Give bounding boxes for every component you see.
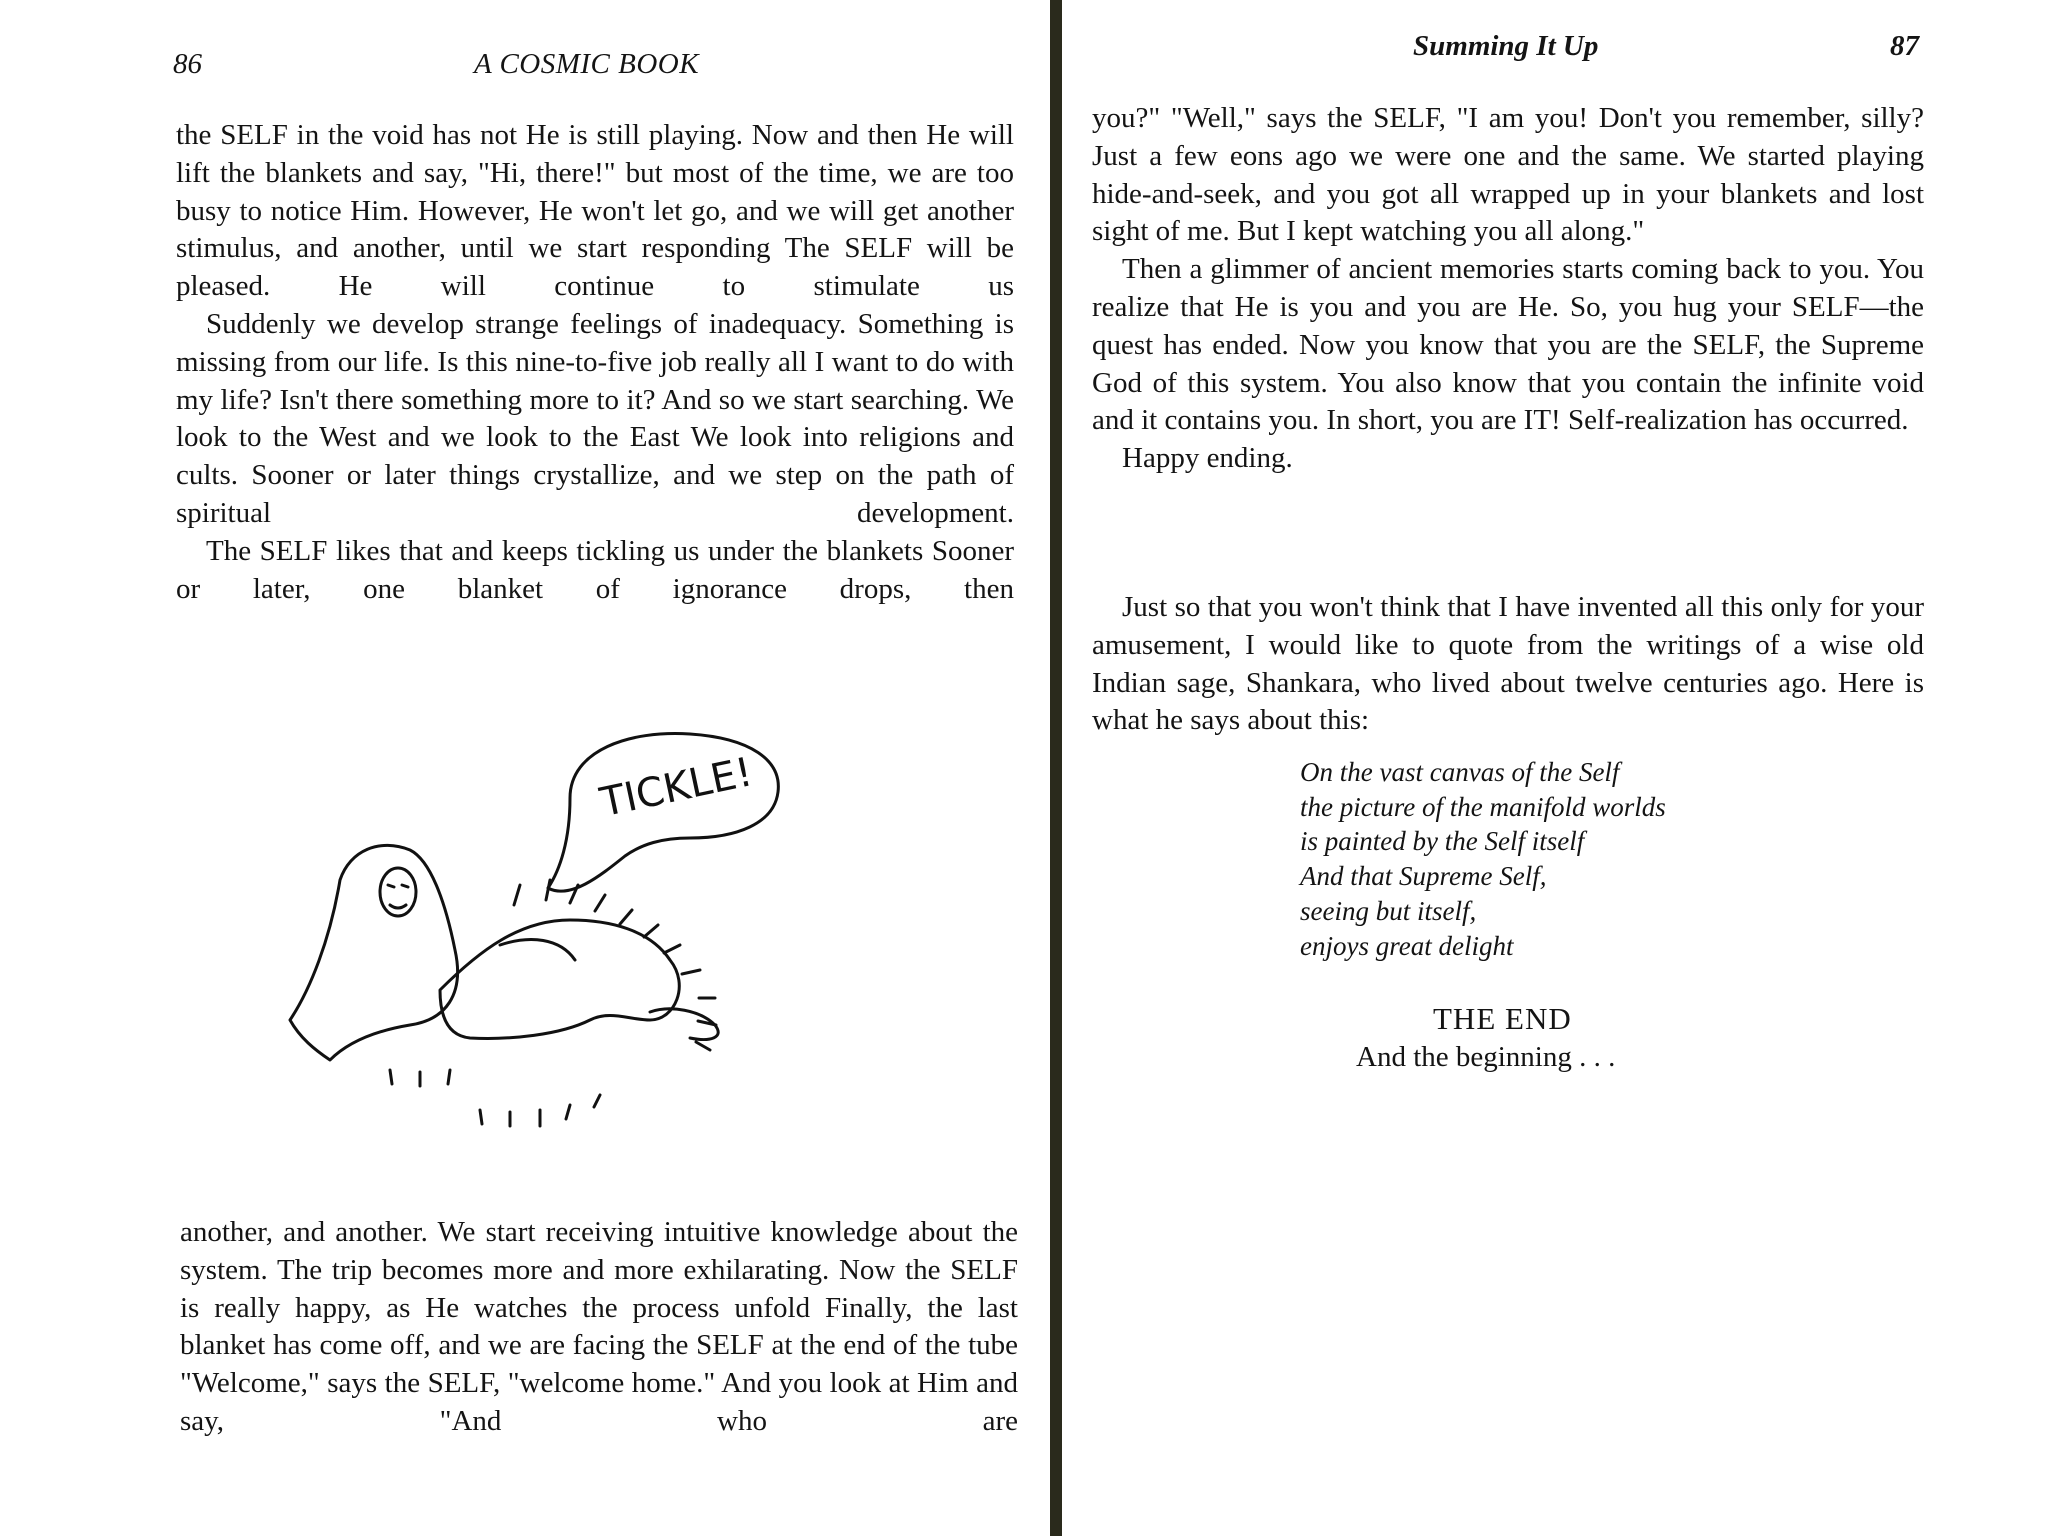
right-page-number: 87 — [1890, 30, 1919, 62]
tickle-caption: TICKLE! — [596, 749, 757, 827]
right-paragraph-2: Then a glimmer of ancient memories starts coming back to you. You realize that He is you and you are He. So, you hug your SELF—the quest has ended. Now you know that you are the SELF, the Supreme God of this system. You also know that you contain the infinite void and it contains you. In short, you are IT! Self-realization has occurred. — [1092, 253, 1924, 437]
quote-intro-paragraph: Just so that you won't think that I have invented all this only for your amusement, I would like to quote from the writings of a wise old Indian sage, Shankara, who lived about twelve centuries ago. Here is what he says about this: — [1092, 591, 1924, 737]
verse-line: On the vast canvas of the Self — [1300, 757, 1620, 787]
book-gutter — [1050, 0, 1062, 1536]
shankara-verse — [1300, 755, 1666, 963]
blanket — [290, 845, 458, 1060]
left-lower-text — [180, 1214, 1018, 1441]
tickle-illustration — [270, 720, 910, 1140]
right-running-head: Summing It Up — [1413, 30, 1599, 62]
left-running-head: A COSMIC BOOK — [474, 48, 700, 80]
verse-line: the picture of the manifold worlds — [1300, 791, 1666, 822]
left-paragraph-2: Suddenly we develop strange feelings of inadequacy. Something is missing from our life. Is this nine-to-five job really all I want to do with my life? Isn't there something more to it? And so we start searching. We look to the West and we look to the East We look into religions and cults. Sooner or later things crystallize, and we step on the path of spiritual development. — [176, 307, 1014, 529]
left-paragraph-3: The SELF likes that and keeps tickling us under the blankets Sooner or later, one blanket of ignorance drops, then — [176, 534, 1014, 605]
verse-line: is painted by the Self itself — [1300, 826, 1585, 857]
verse-line: enjoys great delight — [1300, 930, 1514, 961]
left-paragraph-4: another, and another. We start receiving intuitive knowledge about the system. The trip becomes more and more exhilarating. Now the SELF is really happy, as He watches the process unfold Finally, the last blanket has come off, and we are facing the SELF at the end of the tube "Welcome," says the SELF, "welcome home." And you look at Him and say, "And who are — [180, 1216, 1018, 1437]
left-paragraph-1: the SELF in the void has not He is still playing. Now and then He will lift the blankets and say, "Hi, there!" but most of the time, we are too busy to notice Him. However, He won't let go, and we will get another stimulus, and another, until we start responding The SELF will be pleased. He will continue to stimulate us — [176, 119, 1014, 303]
verse-line: And that Supreme Self, — [1300, 861, 1547, 892]
right-paragraph-1: you?" "Well," says the SELF, "I am you! Don't you remember, silly? Just a few eons ago we were one and the same. We started playing hide-and-seek, and you got all wrapped up in your blankets and lost sight of me. But I kept watching you all along." — [1092, 102, 1924, 248]
right-upper-text — [1092, 100, 1924, 478]
and-the-beginning: And the beginning . . . — [1356, 1041, 1616, 1073]
right-quote-intro — [1092, 589, 1924, 740]
left-upper-text — [176, 117, 1014, 608]
left-page-number: 86 — [173, 48, 202, 80]
verse-line: seeing but itself, — [1300, 895, 1477, 926]
right-paragraph-3: Happy ending. — [1122, 442, 1293, 475]
the-end-heading: THE END — [1433, 1001, 1572, 1036]
